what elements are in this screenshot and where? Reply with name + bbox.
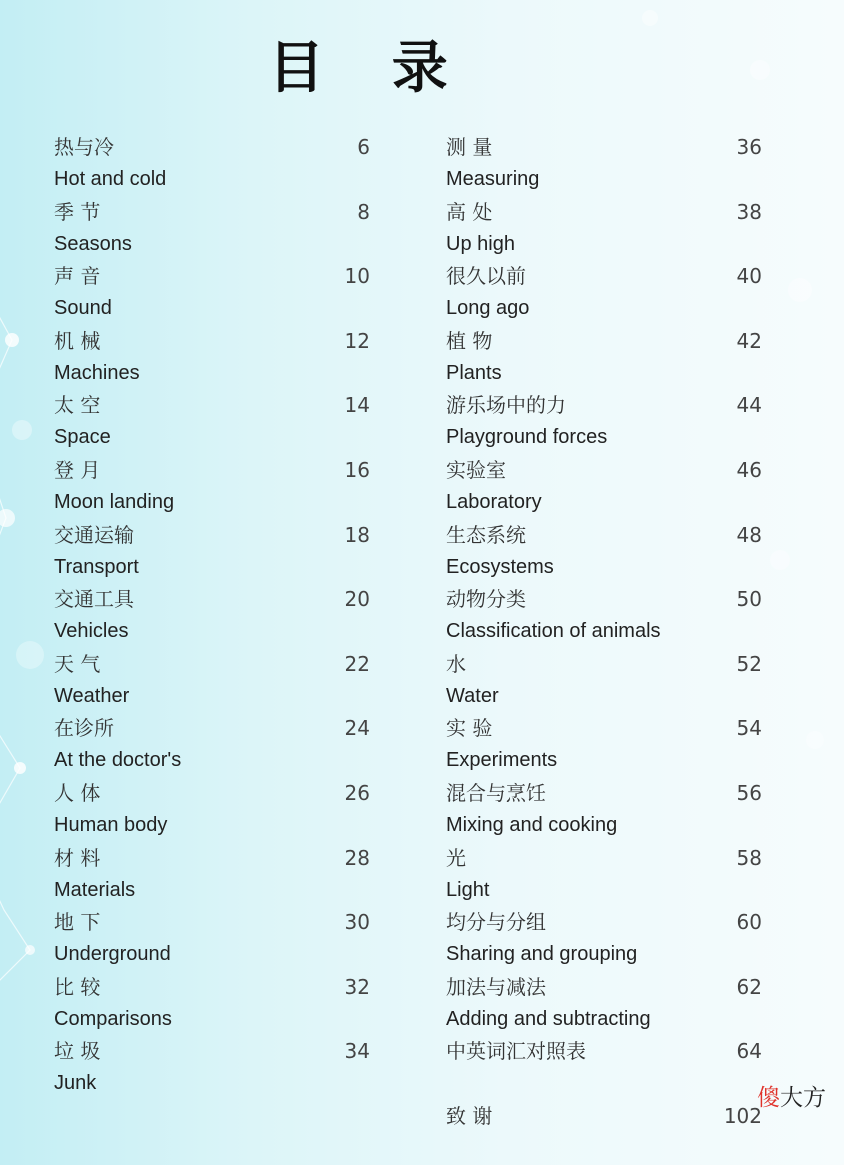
toc-entry-page-number: 60	[736, 910, 762, 935]
toc-entry-english-title: Materials	[54, 878, 136, 901]
toc-entry-page-number: 50	[736, 587, 762, 612]
toc-entry-english-title: Junk	[54, 1072, 97, 1095]
toc-entry[interactable]	[54, 196, 370, 261]
toc-entry-chinese-title: 生态系统	[446, 522, 526, 547]
toc-entry[interactable]	[54, 131, 370, 196]
toc-entry[interactable]	[446, 777, 762, 842]
toc-entry-english-title: Transport	[54, 555, 139, 578]
toc-entry-page-number: 18	[344, 522, 370, 547]
toc-entry-english-title: Measuring	[446, 168, 540, 190]
toc-entry-english-title: Plants	[446, 361, 502, 384]
toc-entry[interactable]	[446, 842, 762, 907]
toc-entry[interactable]	[54, 1035, 370, 1100]
toc-entry-page-number: 26	[344, 780, 370, 805]
toc-entry[interactable]	[54, 519, 370, 584]
toc-entry-english-title: Moon landing	[54, 490, 175, 513]
toc-entry-english-title: Experiments	[446, 749, 558, 772]
toc-entry-chinese-title: 游乐场中的力	[446, 393, 566, 418]
toc-entry-page-number: 8	[357, 199, 370, 224]
toc-entry-page-number: 20	[344, 587, 370, 612]
toc-entry-chinese-title: 交通工具	[54, 587, 134, 612]
toc-entry[interactable]	[446, 583, 762, 648]
toc-entry-page-number: 30	[344, 910, 370, 935]
toc-entry-english-title: Space	[54, 426, 111, 449]
toc-entry-english-title: Adding and subtracting	[446, 1007, 651, 1030]
toc-entry-english-title: Long ago	[446, 297, 530, 320]
toc-entry-chinese-title: 材 料	[54, 845, 101, 870]
toc-entry-page-number: 44	[736, 393, 762, 418]
toc-entry-chinese-title: 交通运输	[54, 522, 134, 547]
toc-entry-chinese-title: 热与冷	[54, 135, 114, 159]
toc-entry[interactable]	[446, 325, 762, 390]
toc-entry-page-number: 32	[344, 974, 370, 999]
toc-entry-page-number: 46	[736, 457, 762, 482]
toc-entry-chinese-title: 水	[446, 651, 466, 676]
watermark-logo	[757, 1079, 826, 1112]
toc-entry-page-number: 62	[736, 974, 762, 999]
toc-entry-english-title: Seasons	[54, 232, 132, 255]
toc-entry-page-number: 10	[344, 264, 370, 289]
toc-left-column	[54, 131, 370, 1100]
toc-entry-english-title: Ecosystems	[446, 555, 554, 578]
toc-entry[interactable]	[54, 906, 370, 971]
toc-entry-page-number: 36	[736, 135, 762, 159]
toc-entry[interactable]	[54, 389, 370, 454]
toc-entry-page-number: 24	[344, 716, 370, 741]
toc-entry[interactable]	[446, 906, 762, 971]
toc-entry-english-title: Classification of animals	[446, 620, 661, 643]
toc-entry-english-title: Hot and cold	[54, 168, 167, 190]
toc-entry-page-number: 64	[736, 1039, 762, 1064]
toc-entry[interactable]	[54, 454, 370, 519]
toc-entry[interactable]	[446, 260, 762, 325]
toc-entry-english-title: At the doctor's	[54, 749, 182, 772]
toc-entry-english-title: Sound	[54, 297, 112, 320]
toc-entry[interactable]	[54, 842, 370, 907]
toc-entry[interactable]	[446, 1100, 762, 1165]
toc-entry[interactable]	[54, 260, 370, 325]
toc-entry-chinese-title: 声 音	[54, 264, 101, 289]
toc-entry-page-number: 52	[736, 651, 762, 676]
toc-entry[interactable]	[446, 389, 762, 454]
toc-entry-page-number: 42	[736, 328, 762, 353]
toc-entry-page-number: 16	[344, 457, 370, 482]
toc-entry[interactable]	[54, 971, 370, 1036]
toc-entry-page-number: 22	[344, 651, 370, 676]
toc-entry-chinese-title: 实验室	[446, 457, 506, 482]
toc-entry-chinese-title: 天 气	[54, 651, 101, 676]
toc-entry[interactable]	[446, 454, 762, 519]
toc-entry[interactable]	[446, 519, 762, 584]
toc-entry-chinese-title: 季 节	[54, 199, 101, 224]
toc-entry-english-title: Weather	[54, 684, 130, 707]
toc-entry-chinese-title: 植 物	[446, 328, 493, 353]
toc-entry[interactable]	[54, 712, 370, 777]
toc-entry[interactable]	[446, 712, 762, 777]
toc-entry-english-title: Vehicles	[54, 620, 129, 643]
watermark-text: 大方	[780, 1085, 826, 1111]
toc-right-column	[446, 131, 762, 1165]
toc-entry[interactable]	[446, 648, 762, 713]
toc-entry-page-number: 58	[736, 845, 762, 870]
toc-entry[interactable]	[446, 196, 762, 261]
watermark-text-red: 傻	[757, 1085, 780, 1111]
toc-entry-chinese-title: 实 验	[446, 716, 493, 741]
toc-entry-page-number: 34	[344, 1039, 370, 1064]
toc-entry-chinese-title: 加法与减法	[446, 974, 546, 999]
toc-entry-chinese-title: 致 谢	[446, 1103, 493, 1128]
toc-entry-english-title: Sharing and grouping	[446, 943, 638, 966]
toc-entry[interactable]	[54, 777, 370, 842]
toc-entry-chinese-title: 垃 圾	[54, 1039, 101, 1064]
toc-entry-chinese-title: 高 处	[446, 199, 493, 224]
toc-entry-chinese-title: 太 空	[54, 393, 101, 418]
toc-entry-chinese-title: 人 体	[54, 780, 101, 805]
page-title: 目 录	[268, 36, 472, 101]
toc-entry-english-title: Up high	[446, 232, 515, 255]
toc-entry-chinese-title: 很久以前	[446, 264, 526, 289]
toc-entry-page-number: 14	[344, 393, 370, 418]
toc-entry[interactable]	[54, 648, 370, 713]
toc-entry-page-number: 28	[344, 845, 370, 870]
toc-entry-page-number: 102	[723, 1103, 762, 1128]
toc-entry-english-title: Water	[446, 684, 499, 707]
toc-entry-chinese-title: 地 下	[54, 910, 101, 935]
toc-entry-chinese-title: 均分与分组	[446, 910, 546, 935]
toc-entry-english-title: Underground	[54, 943, 171, 966]
toc-entry-english-title: Human body	[54, 813, 168, 836]
toc-entry[interactable]	[446, 1035, 762, 1100]
toc-entry-english-title: Laboratory	[446, 490, 542, 513]
toc-entry-chinese-title: 中英词汇对照表	[446, 1039, 586, 1064]
toc-entry-page-number: 12	[344, 328, 370, 353]
toc-entry-page-number: 38	[736, 199, 762, 224]
toc-entry-english-title: Playground forces	[446, 426, 608, 449]
toc-entry-chinese-title: 机 械	[54, 328, 101, 353]
toc-entry-chinese-title: 在诊所	[54, 716, 114, 741]
toc-entry-page-number: 40	[736, 264, 762, 289]
toc-entry-english-title: Comparisons	[54, 1007, 172, 1030]
toc-entry[interactable]	[446, 131, 762, 196]
toc-entry-chinese-title: 光	[446, 845, 466, 870]
toc-entry-chinese-title: 混合与烹饪	[446, 780, 546, 805]
toc-entry[interactable]	[54, 325, 370, 390]
toc-entry[interactable]	[446, 971, 762, 1036]
toc-entry-chinese-title: 登 月	[54, 457, 101, 482]
toc-entry-page-number: 6	[357, 135, 370, 159]
toc-entry-page-number: 56	[736, 780, 762, 805]
toc-entry-page-number: 54	[736, 716, 762, 741]
toc-entry-english-title: Mixing and cooking	[446, 813, 618, 836]
toc-entry-english-title: Light	[446, 878, 490, 901]
toc-entry-page-number: 48	[736, 522, 762, 547]
toc-entry-chinese-title: 比 较	[54, 974, 101, 999]
toc-entry[interactable]	[54, 583, 370, 648]
toc-entry-chinese-title: 测 量	[446, 135, 493, 159]
toc-entry-chinese-title: 动物分类	[446, 587, 526, 612]
toc-entry-english-title: Machines	[54, 361, 140, 384]
